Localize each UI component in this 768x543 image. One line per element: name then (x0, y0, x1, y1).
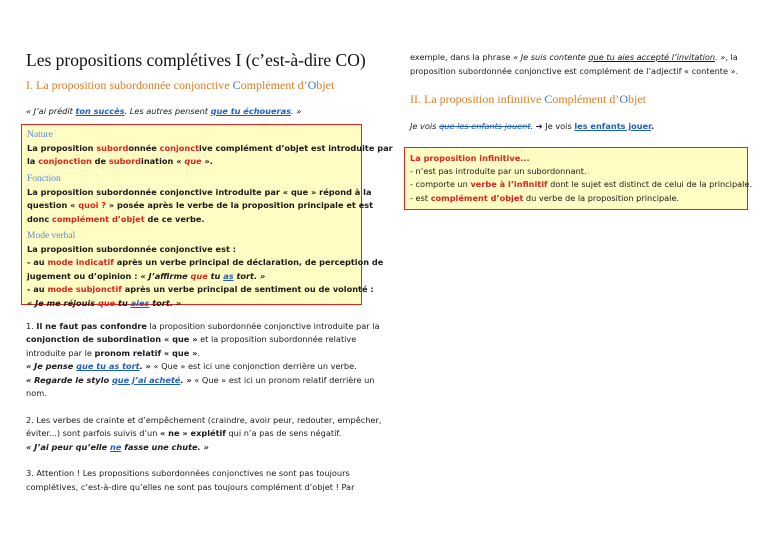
nature-label: Nature (27, 130, 53, 140)
quote-text: . » (290, 106, 302, 116)
remark-2-line-2: éviter...) sont parfois suivis d’un « ne » explétif qui n’a pas de sens négatif. (26, 428, 342, 439)
remark-1-line-4: « Je pense que tu as tort. » « Que » est ici une conjonction derrière un verbe. (26, 361, 357, 372)
remark-2 (26, 414, 382, 454)
highlight-que-tu-echoueras: que tu échoueras (210, 106, 291, 116)
struck-phrase: que les enfants jouent (439, 121, 531, 131)
remark-1-line-6: nom. (26, 388, 47, 399)
heading-o-rest: bjet (316, 78, 335, 92)
heading-o-letter: O (307, 78, 317, 92)
infinitive-box-title: La proposition infinitive... (410, 153, 530, 163)
remark-1-line-5: « Regarde le stylo que j’ai acheté. » « Que » est ici un pronom relatif derrière un (26, 374, 375, 385)
remark-1 (26, 320, 380, 400)
mode-line-5: « Je me réjouis que tu aies tort. » (27, 297, 182, 308)
remark-2-line-3: « J’ai peur qu’elle ne fasse une chute. » (26, 441, 209, 452)
quote-text: . Les autres pensent (124, 106, 211, 116)
arrow-right-icon: ➔ (535, 121, 543, 131)
heading-c-rest: omplément d’ (552, 92, 620, 106)
nature-line-2: la conjonction de subordination « que ». (27, 156, 213, 167)
fonction-line-3: donc complément d’objet de ce verbe. (27, 213, 205, 224)
heading-c-rest: omplément d’ (240, 78, 308, 92)
heading-prefix: I. La proposition subordonnée conjonctive (26, 78, 233, 92)
infinitive-line-3: - est complément d’objet du verbe de la proposition principale. (410, 192, 680, 203)
remark-3-line-2: complétives, c’est-à-dire qu’elles ne sont pas toujours complément d’objet ! Par (26, 481, 355, 492)
mode-label: Mode verbal (27, 231, 76, 242)
highlight-ton-succes: ton succès (75, 106, 125, 116)
section-heading-1 (26, 78, 334, 93)
quote-text: « J’ai prédit (26, 106, 76, 116)
remarks-section (26, 320, 382, 508)
remark-2-line-1: 2. Les verbes de crainte et d’empêchement (craindre, avoir peur, redouter, empêcher, (26, 414, 382, 425)
remark-1-line-3: introduite par le pronom relatif « que ». (26, 347, 201, 358)
fonction-line-2: question « quoi ? » posée après le verbe de la proposition principale et est (27, 200, 374, 211)
heading-o-letter: O (619, 92, 628, 106)
example-quote (26, 106, 301, 116)
mode-line-4: - au mode subjonctif après un verbe principal de sentiment ou de volonté : (27, 284, 374, 295)
fonction-label: Fonction (27, 173, 61, 184)
heading-o-rest: bjet (627, 92, 646, 106)
remark-3 (26, 467, 366, 494)
mode-line-3: jugement ou d’opinion : « J’affirme que tu as tort. » (27, 270, 266, 281)
remark-3-line-1: 3. Attention ! Les propositions subordonnées conjonctives ne sont pas toujours (26, 468, 350, 479)
rules-box (21, 124, 393, 308)
fonction-line-1: La proposition subordonnée conjonctive introduite par « que » répond à la (27, 186, 372, 197)
heading-prefix: II. La proposition infinitive (410, 92, 545, 106)
remark-1-line-1: 1. Il ne faut pas confondre la proposition subordonnée conjonctive introduite par la (26, 321, 380, 331)
mode-line-2: - au mode indicatif après un verbe principal de déclaration, de perception de (27, 257, 384, 268)
remark-1-line-2: conjonction de subordination « que » et la proposition subordonnée relative (26, 334, 357, 345)
infinitive-example: Je vois que les enfants jouent. ➔ Je vois les enfants jouer. (410, 121, 655, 131)
continued-line-2: proposition subordonnée conjonctive est complément de l’adjectif « contente ». (410, 66, 739, 77)
infinitive-line-1: - n’est pas introduite par un subordonnant. (410, 166, 587, 177)
infinitive-box (404, 147, 753, 210)
heading-c-letter: C (544, 92, 553, 106)
remark-3-continued (410, 50, 738, 78)
infinitive-line-2: - comporte un verbe à l’infinitif dont le sujet est distinct de celui de la principale. (410, 179, 753, 190)
section-heading-2 (410, 92, 646, 107)
mode-line-1: La proposition subordonnée conjonctive est : (27, 244, 236, 255)
continued-line-1: exemple, dans la phrase « Je suis contente que tu aies accepté l’invitation. », la (410, 52, 738, 62)
heading-c-letter: C (232, 78, 241, 92)
highlight-les-enfants-jouer: les enfants jouer (574, 121, 652, 131)
page-title: Les propositions complétives I (c’est-à-dire CO) (26, 50, 366, 70)
nature-line-1: La proposition subordonnée conjonctive complément d’objet est introduite par (27, 143, 393, 153)
